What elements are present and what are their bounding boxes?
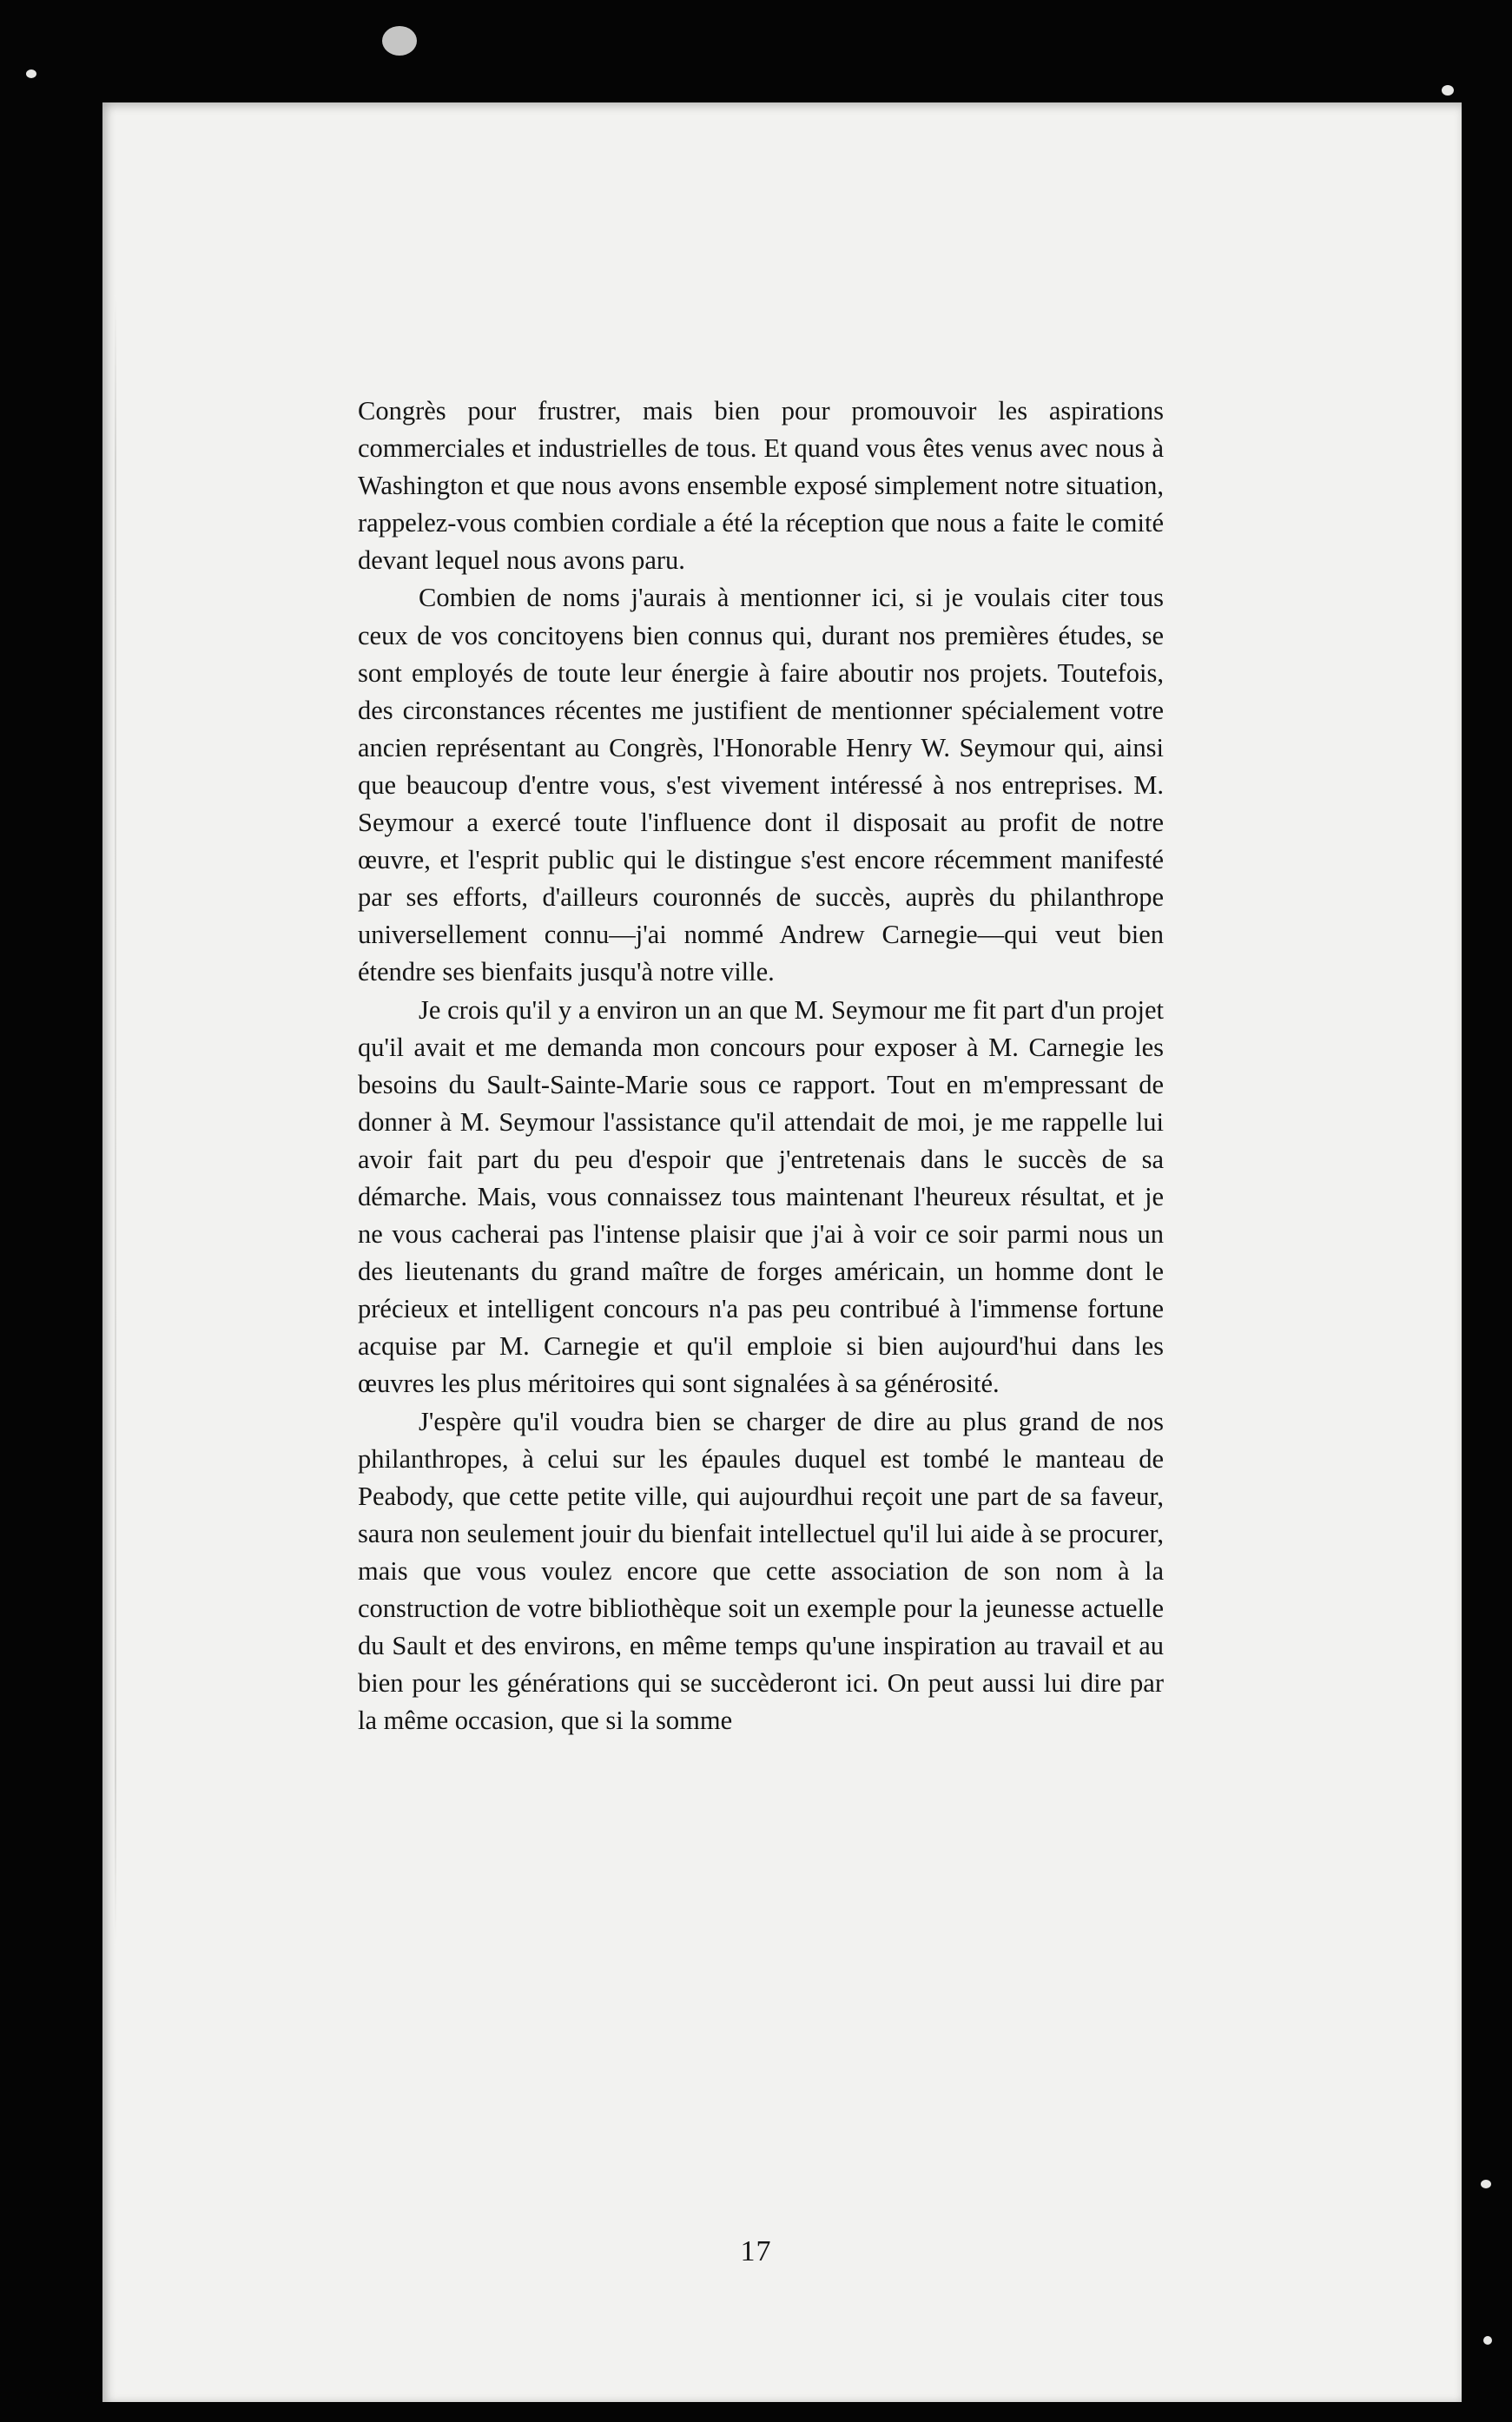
scan-speck [1483, 2336, 1492, 2345]
body-text [358, 393, 1164, 1739]
paragraph-3: Je crois qu'il y a environ un an que M. Seymour me fit part d'un projet qu'il avait et me demanda mon concours pour exposer à M. Carnegie les besoins du Sault-Sainte-Marie sous ce rapport. Tout en m'empressant de donner à M. Seymour l'assistance qu'il attendait de moi, je me rappelle lui avoir fait part du peu d'espoir que j'entretenais dans le succès de sa démarche. Mais, vous connaissez tous maintenant l'heureux résultat, et je ne vous cacherai pas l'intense plaisir que j'ai à voir ce soir parmi nous un des lieutenants du grand maître de forges américain, un homme dont le précieux et intelligent concours n'a pas peu contribué à l'immense fortune acquise par M. Carnegie et qu'il emploie si bien aujourd'hui dans les œuvres les plus méritoires qui sont signalées à sa générosité. [358, 994, 1164, 1399]
scan-speck [382, 26, 417, 56]
paragraph-2: Combien de noms j'aurais à mentionner ici, si je voulais citer tous ceux de vos concitoyens bien connus qui, durant nos premières études, se sont employés de toute leur énergie à faire aboutir nos projets. Toutefois, des circonstances récentes me justifient de mentionner spécialement votre ancien représentant au Congrès, l'Honorable Henry W. Seymour qui, ainsi que beaucoup d'entre vous, s'est vivement intéressé à nos entreprises. M. Seymour a exercé toute l'influence dont il disposait au profit de notre œuvre, et l'esprit public qui le distingue s'est encore récemment manifesté par ses efforts, d'ailleurs couronnés de succès, auprès du philanthrope universellement connu—j'ai nommé Andrew Carnegie—qui veut bien étendre ses bienfaits jusqu'à notre ville. [358, 583, 1164, 987]
binding-shadow [115, 295, 116, 1945]
page-number: 17 [740, 2235, 772, 2267]
paragraph-1: Congrès pour frustrer, mais bien pour promouvoir les aspirations commerciales et industrielles de tous. Et quand vous êtes venus avec nous à Washington et que nous avons ensemble exposé simplement notre situation, rappelez-vous combien cordiale a été la réception que nous a faite le comité devant lequel nous avons paru. [358, 396, 1164, 576]
scan-speck [1481, 2180, 1491, 2188]
scan-speck [26, 69, 36, 78]
paragraph-4: J'espère qu'il voudra bien se charger de dire au plus grand de nos philanthropes, à celui sur les épaules duquel est tombé le manteau de Peabody, que cette petite ville, qui aujourdhui reçoit une part de sa faveur, saura non seulement jouir du bienfait intellectuel qu'il lui aide à se procurer, mais que vous voulez encore que cette association de son nom à la construction de votre bibliothèque soit un exemple pour la jeunesse actuelle du Sault et des environs, en même temps qu'une inspiration au travail et au bien pour les générations qui se succèderont ici. On peut aussi lui dire par la même occasion, que si la somme [358, 1406, 1164, 1736]
scan-speck [1442, 85, 1454, 96]
